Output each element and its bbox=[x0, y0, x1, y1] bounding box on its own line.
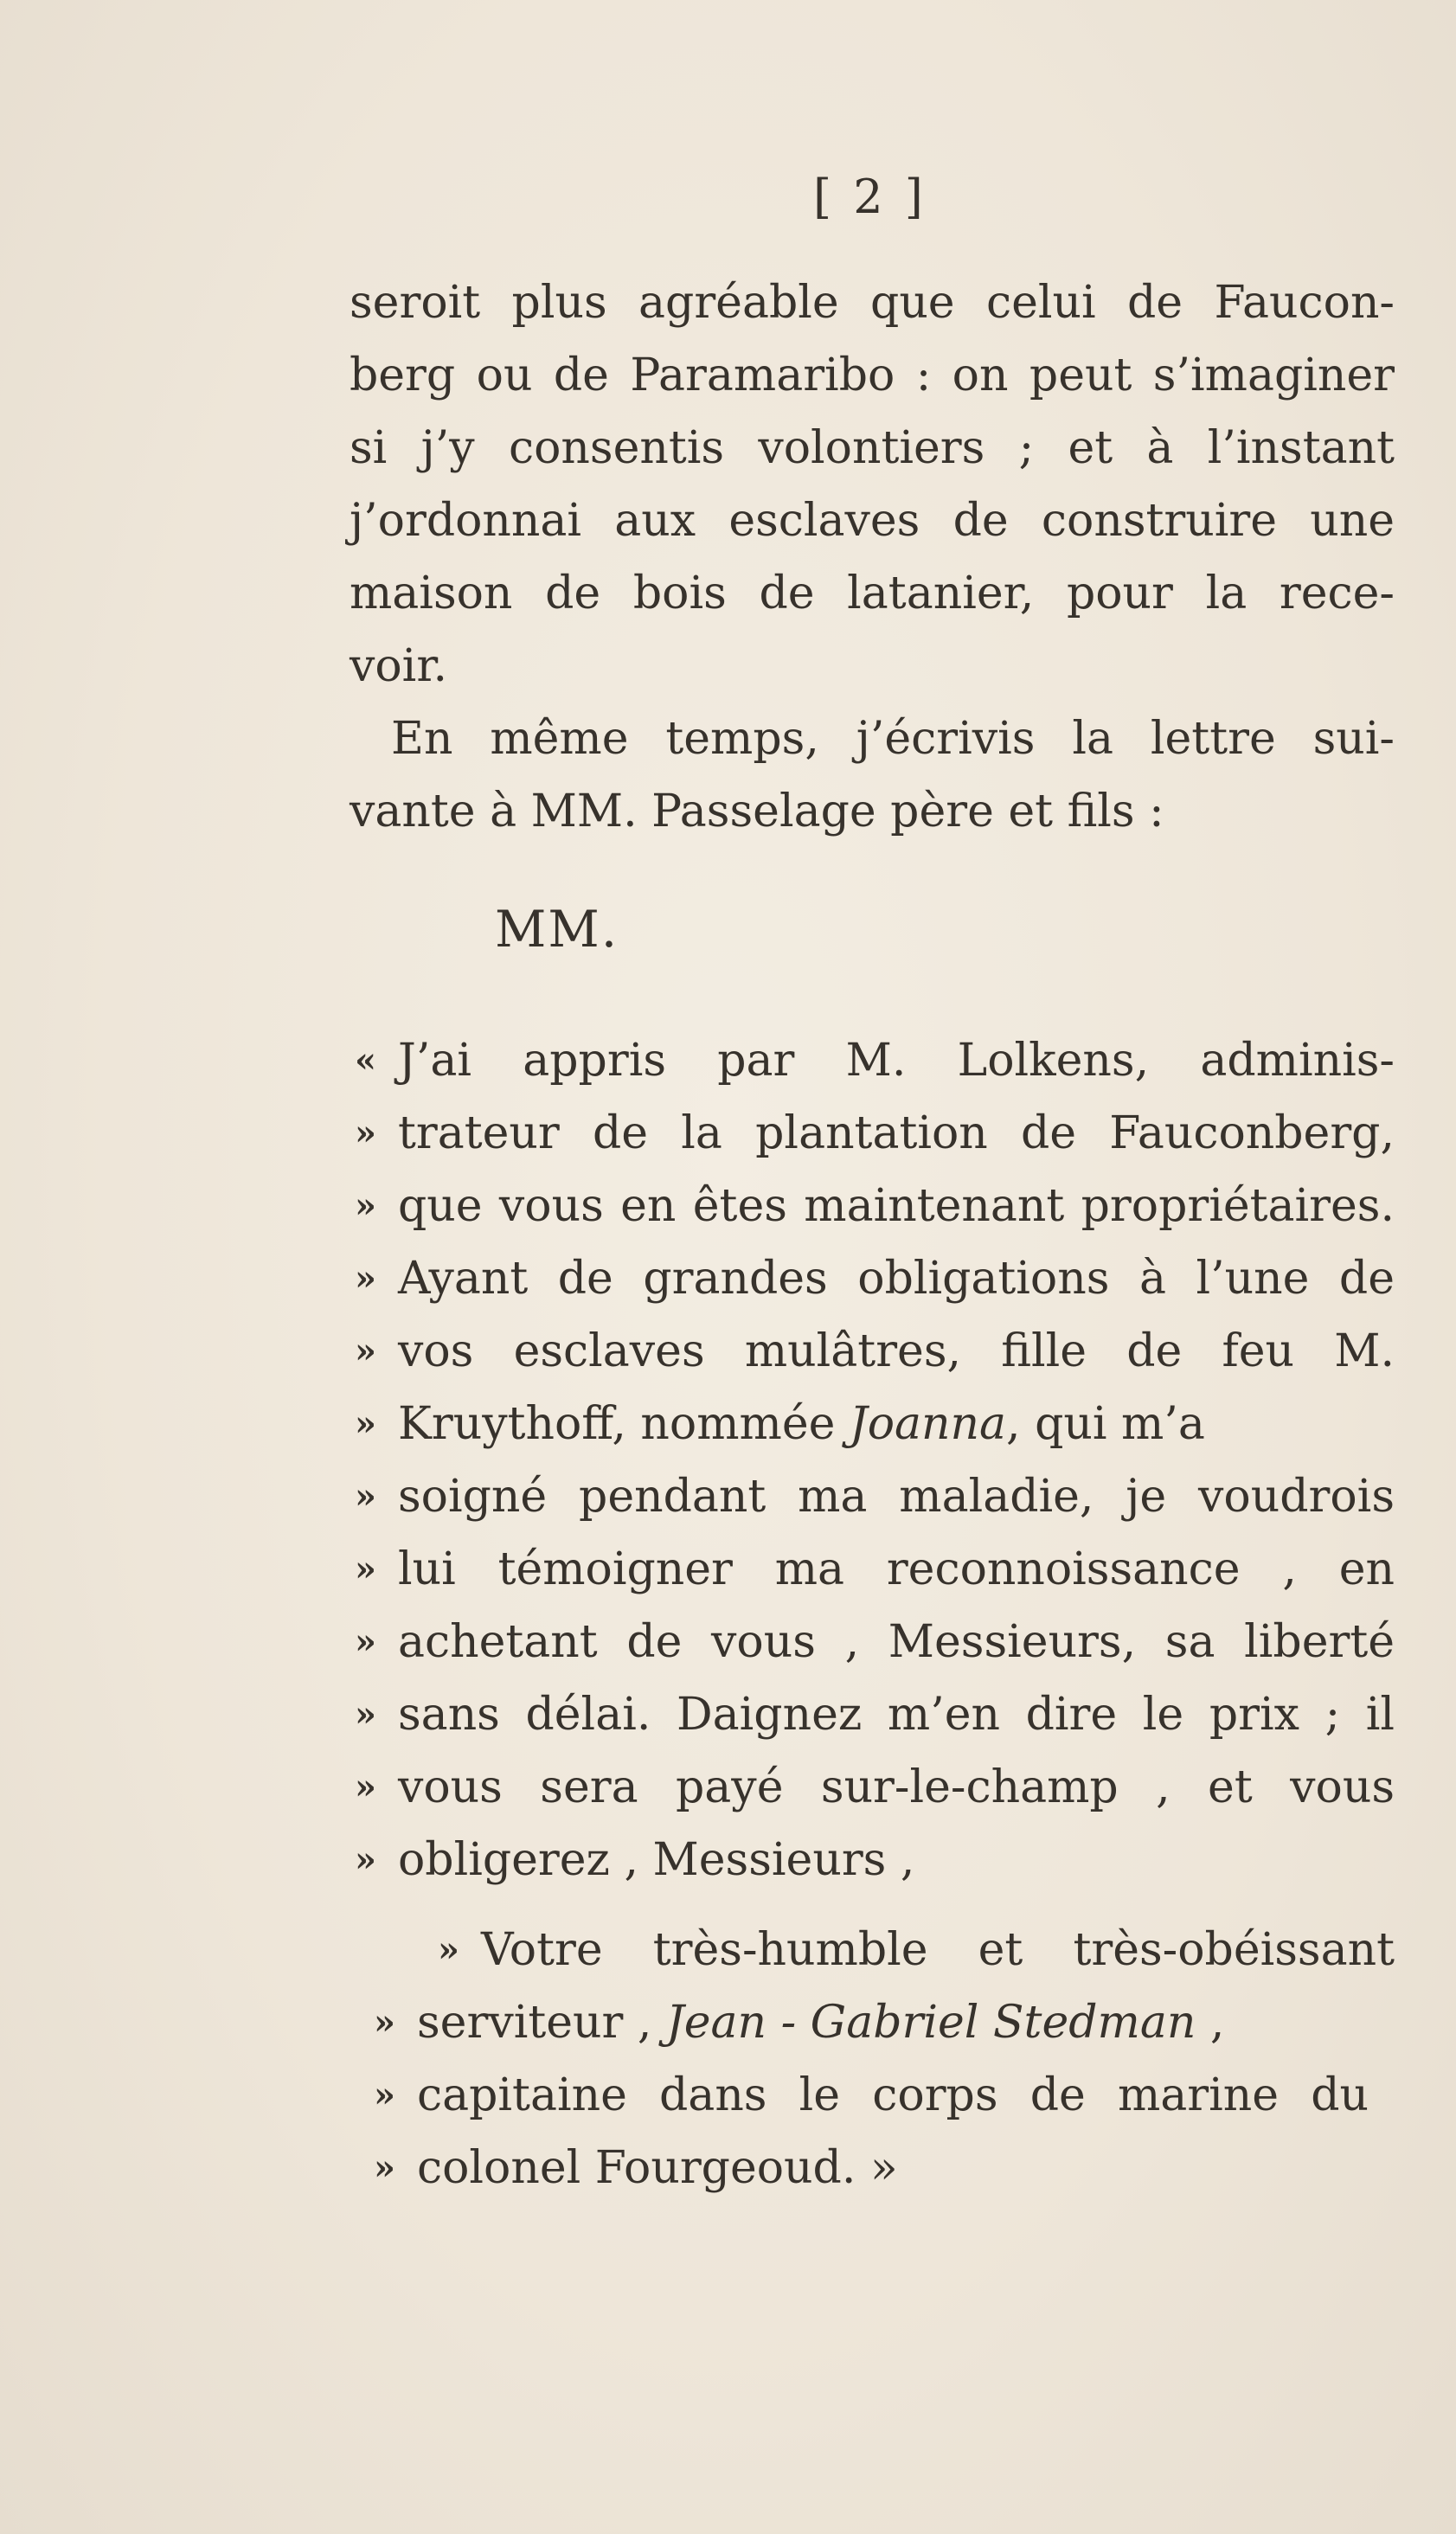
quote-mark: » bbox=[355, 1258, 376, 1299]
signature-line bbox=[438, 1922, 1395, 1978]
letter-text: J’ai appris par M. Lolkens, adminis- bbox=[398, 1035, 1395, 1087]
quote-mark: » bbox=[355, 1767, 376, 1807]
letter-text: lui témoigner ma reconnoissance , en bbox=[398, 1543, 1395, 1595]
letter-text: obligerez , Messieurs , bbox=[398, 1834, 915, 1886]
quote-mark: » bbox=[355, 1621, 376, 1662]
quote-mark: » bbox=[374, 2147, 395, 2188]
letter-line bbox=[355, 1542, 1395, 1597]
letter-text: soigné pendant ma maladie, je voudrois bbox=[398, 1471, 1395, 1523]
body-line: maison de bois de latanier, pour la rece- bbox=[350, 568, 1395, 619]
letter-line bbox=[355, 1396, 1395, 1452]
letter-line bbox=[355, 1469, 1395, 1524]
body-line: vante à MM. Passelage père et fils : bbox=[350, 786, 1164, 837]
letter-line bbox=[355, 1251, 1395, 1306]
quote-mark: « bbox=[355, 1040, 376, 1081]
letter-text: vous sera payé sur-le-champ , et vous bbox=[398, 1761, 1395, 1813]
quote-mark: » bbox=[355, 1839, 376, 1880]
body-line: voir. bbox=[350, 640, 447, 692]
salutation: MM. bbox=[495, 900, 619, 959]
quote-mark: » bbox=[355, 1403, 376, 1444]
signature-line bbox=[374, 2068, 1369, 2123]
letter-text: sans délai. Daignez m’en dire le prix ; il bbox=[398, 1689, 1395, 1741]
signatory-name: Jean - Gabriel Stedman bbox=[665, 1997, 1196, 2049]
letter-text: , qui m’a bbox=[1006, 1398, 1205, 1450]
quote-mark: » bbox=[355, 1694, 376, 1735]
quote-mark: » bbox=[374, 2002, 395, 2043]
body-line: j’ordonnai aux esclaves de construire une bbox=[350, 495, 1395, 547]
page-number: [ 2 ] bbox=[813, 170, 927, 224]
quote-mark: » bbox=[355, 1331, 376, 1371]
body-line: seroit plus agréable que celui de Faucon- bbox=[350, 277, 1395, 329]
signature-line bbox=[374, 2140, 1395, 2196]
letter-text: trateur de la plantation de Fauconberg, bbox=[398, 1107, 1395, 1159]
letter-line bbox=[355, 1614, 1395, 1670]
letter-line bbox=[355, 1832, 1395, 1888]
quote-mark: » bbox=[355, 1113, 376, 1153]
letter-text: vos esclaves mulâtres, fille de feu M. bbox=[398, 1325, 1395, 1377]
body-line: En même temps, j’écrivis la lettre sui- bbox=[391, 713, 1395, 765]
body-line: si j’y consentis volontiers ; et à l’instant bbox=[350, 422, 1395, 474]
letter-text: Ayant de grandes obligations à l’une de bbox=[398, 1253, 1395, 1305]
letter-line bbox=[355, 1760, 1395, 1815]
quote-mark: » bbox=[355, 1476, 376, 1517]
signature-text: serviteur , bbox=[417, 1997, 666, 2049]
signature-line bbox=[374, 1995, 1395, 2050]
signature-text: colonel Fourgeoud. » bbox=[417, 2142, 898, 2194]
letter-text: que vous en êtes maintenant propriétaires. bbox=[398, 1180, 1395, 1232]
signature-text: , bbox=[1196, 1997, 1225, 2049]
letter-text: Kruythoff, nommée bbox=[398, 1398, 850, 1450]
letter-line bbox=[355, 1033, 1395, 1088]
letter-line bbox=[355, 1106, 1395, 1161]
letter-line bbox=[355, 1687, 1395, 1742]
letter-text: achetant de vous , Messieurs, sa liberté bbox=[398, 1616, 1395, 1668]
body-line: berg ou de Paramaribo : on peut s’imaginer bbox=[350, 350, 1395, 401]
quote-mark: » bbox=[355, 1185, 376, 1226]
signature-text: Votre très-humble et très-obéissant bbox=[481, 1924, 1395, 1976]
quote-mark: » bbox=[438, 1929, 459, 1970]
letter-line bbox=[355, 1324, 1395, 1379]
name-joanna: Joanna bbox=[849, 1398, 1007, 1450]
signature-text: capitaine dans le corps de marine du bbox=[417, 2069, 1369, 2121]
quote-mark: » bbox=[355, 1549, 376, 1589]
quote-mark: » bbox=[374, 2075, 395, 2115]
letter-line bbox=[355, 1178, 1395, 1234]
